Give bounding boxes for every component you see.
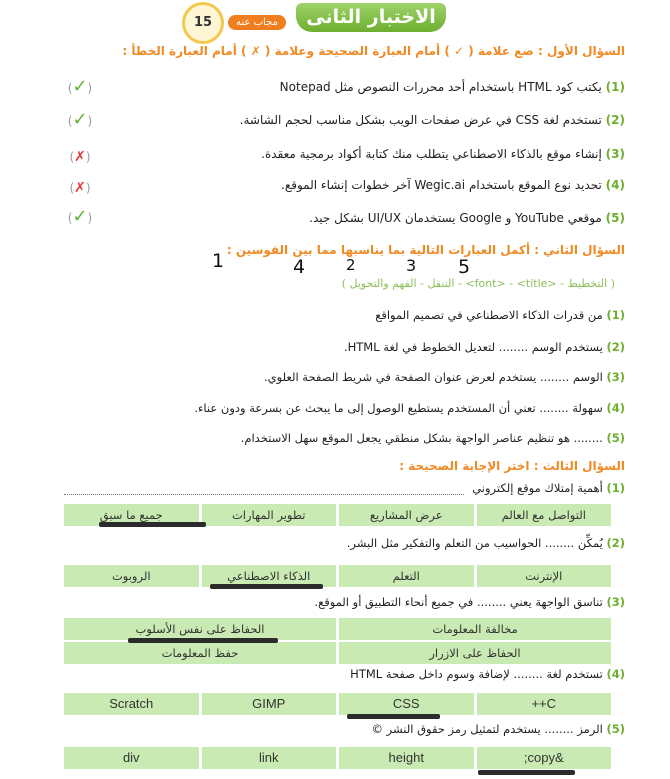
q3-question-text: أهمية إمتلاك موقع إلكتروني bbox=[472, 481, 603, 495]
q3-question-5 bbox=[65, 722, 625, 736]
q3-question-text: الرمز ........ يستخدم لتمثيل رمز حقوق النشر © bbox=[371, 722, 603, 736]
option[interactable]: div bbox=[64, 747, 199, 769]
exam-title: الاختبار الثانى bbox=[296, 3, 446, 32]
answer-mark: (✓) bbox=[67, 206, 93, 227]
q3-heading: السؤال الثالث : اختر الإجابة الصحيحة : bbox=[399, 459, 625, 473]
q1-item-num: (3) bbox=[605, 147, 625, 161]
answer-mark: (✗) bbox=[69, 180, 91, 196]
q2-item-1 bbox=[65, 308, 625, 322]
check-icon: ✓ bbox=[72, 76, 88, 97]
option[interactable]: الذكاء الاصطناعي bbox=[202, 565, 337, 587]
option[interactable]: Scratch bbox=[64, 693, 199, 715]
q3-question-num: (4) bbox=[606, 667, 625, 681]
q1-item-text: موقعي YouTube و Google يستخدمان UI/UX بشكل جيد. bbox=[309, 211, 602, 225]
q2-item-text: يستخدم الوسم ........ لتعديل الخطوط في لغة HTML. bbox=[343, 340, 603, 354]
page-number: 15 bbox=[193, 15, 213, 30]
check-icon: ✓ bbox=[72, 206, 88, 227]
q3-question-num: (1) bbox=[606, 481, 625, 495]
q2-item-num: (1) bbox=[606, 308, 625, 322]
answer-mark: (✓) bbox=[67, 76, 93, 97]
option[interactable]: الإنترنت bbox=[477, 565, 612, 587]
q3-options-2 bbox=[64, 565, 611, 587]
q2-item-4 bbox=[65, 401, 625, 415]
page-number-badge bbox=[182, 2, 224, 44]
word-bank: ( التخطيط - <font> - <title> - التنقل - الفهم والتحويل ) bbox=[341, 277, 615, 290]
q1-item-1 bbox=[195, 80, 625, 94]
q2-heading: السؤال الثاني : أكمل العبارات التالية بما يناسبها مما بين القوسين : bbox=[226, 243, 625, 257]
q1-item-3 bbox=[195, 147, 625, 161]
option[interactable]: CSS bbox=[339, 693, 474, 715]
check-icon: ✓ bbox=[72, 109, 88, 130]
q1-item-2 bbox=[195, 113, 625, 127]
option[interactable]: التواصل مع العالم bbox=[477, 504, 612, 526]
option[interactable]: C++ bbox=[477, 693, 612, 715]
q2-item-3 bbox=[65, 370, 625, 384]
answer-underline bbox=[347, 714, 440, 719]
q1-item-text: إنشاء موقع بالذكاء الاصطناعي يتطلب منك كتابة أكواد برمجية معقدة. bbox=[261, 147, 602, 161]
answer-underline bbox=[478, 770, 575, 775]
subtitle-badge: مجاب عنه bbox=[228, 15, 286, 30]
q3-question-num: (3) bbox=[606, 595, 625, 609]
q1-item-text: يكتب كود HTML باستخدام أحد محررات النصوص مثل Notepad bbox=[279, 80, 602, 94]
q1-item-num: (1) bbox=[605, 80, 625, 94]
q2-item-text: من قدرات الذكاء الاصطناعي في تصميم المواقع bbox=[375, 308, 603, 322]
option[interactable]: height bbox=[339, 747, 474, 769]
answer-underline bbox=[210, 584, 323, 589]
handwritten-number: 1 bbox=[212, 250, 225, 272]
q3-question-num: (2) bbox=[606, 536, 625, 550]
option[interactable]: &copy; bbox=[477, 747, 612, 769]
q1-item-4 bbox=[195, 178, 625, 192]
q3-question-text: تناسق الواجهة يعني ........ في جميع أنحاء التطبيق أو الموقع. bbox=[314, 595, 603, 609]
q2-item-num: (5) bbox=[606, 431, 625, 445]
q3-options-4 bbox=[64, 693, 611, 715]
q1-item-text: تحديد نوع الموقع باستخدام Wegic.ai آخر خطوات إنشاء الموقع. bbox=[281, 178, 602, 192]
q2-item-num: (2) bbox=[606, 340, 625, 354]
q2-item-text: الوسم ........ يستخدم لعرض عنوان الصفحة في شريط الصفحة العلوي. bbox=[264, 370, 603, 384]
answer-underline bbox=[128, 638, 278, 643]
q2-item-num: (3) bbox=[606, 370, 625, 384]
option[interactable]: الحفاظ على نفس الأسلوب bbox=[64, 618, 336, 640]
answer-line bbox=[64, 494, 464, 495]
option[interactable]: جميع ما سبق bbox=[64, 504, 199, 526]
option[interactable]: الحفاظ على الازرار bbox=[339, 642, 611, 664]
handwritten-number: 5 bbox=[458, 256, 471, 278]
q2-item-text: سهولة ........ تعني أن المستخدم يستطيع الوصول إلى ما يبحث عن بسرعة ودون عناء. bbox=[194, 401, 603, 415]
option[interactable]: عرض المشاريع bbox=[339, 504, 474, 526]
q2-item-num: (4) bbox=[606, 401, 625, 415]
option[interactable]: مخالفة المعلومات bbox=[339, 618, 611, 640]
q1-item-num: (4) bbox=[605, 178, 625, 192]
q1-item-num: (2) bbox=[605, 113, 625, 127]
q3-question-text: تستخدم لغة ........ لإضافة وسوم داخل صفحة HTML bbox=[350, 667, 603, 681]
handwritten-number: 2 bbox=[346, 256, 356, 274]
answer-mark: (✓) bbox=[67, 109, 93, 130]
q1-item-5 bbox=[195, 211, 625, 225]
q1-item-text: تستخدم لغة CSS في عرض صفحات الويب بشكل مناسب لحجم الشاشة. bbox=[239, 113, 602, 127]
answer-mark: (✗) bbox=[69, 149, 91, 165]
option[interactable]: GIMP bbox=[202, 693, 337, 715]
option[interactable]: link bbox=[202, 747, 337, 769]
q1-heading: السؤال الأول : ضع علامة ( ✓ ) أمام العبارة الصحيحة وعلامة ( ✗ ) أمام العبارة الخطأ : bbox=[122, 44, 625, 58]
q3-question-1 bbox=[65, 481, 625, 495]
q1-item-num: (5) bbox=[605, 211, 625, 225]
option[interactable]: تطوير المهارات bbox=[202, 504, 337, 526]
q3-question-2 bbox=[65, 536, 625, 550]
answer-underline bbox=[99, 522, 206, 527]
option[interactable]: حفظ المعلومات bbox=[64, 642, 336, 664]
q2-item-text: ........ هو تنظيم عناصر الواجهة بشكل منطقي يجعل الموقع سهل الاستخدام. bbox=[240, 431, 603, 445]
option[interactable]: التعلم bbox=[339, 565, 474, 587]
handwritten-number: 4 bbox=[293, 256, 306, 278]
option[interactable]: الروبوت bbox=[64, 565, 199, 587]
q2-item-5 bbox=[65, 431, 625, 445]
q3-question-text: يُمكِّن ........ الحواسيب من التعلم والتفكير مثل البشر. bbox=[346, 536, 603, 550]
q2-item-2 bbox=[65, 340, 625, 354]
q3-question-num: (5) bbox=[606, 722, 625, 736]
handwritten-number: 3 bbox=[406, 256, 417, 275]
cross-icon: ✗ bbox=[74, 180, 86, 196]
q3-options-5 bbox=[64, 747, 611, 769]
q3-question-3 bbox=[65, 595, 625, 609]
q3-question-4 bbox=[65, 667, 625, 681]
cross-icon: ✗ bbox=[74, 149, 86, 165]
